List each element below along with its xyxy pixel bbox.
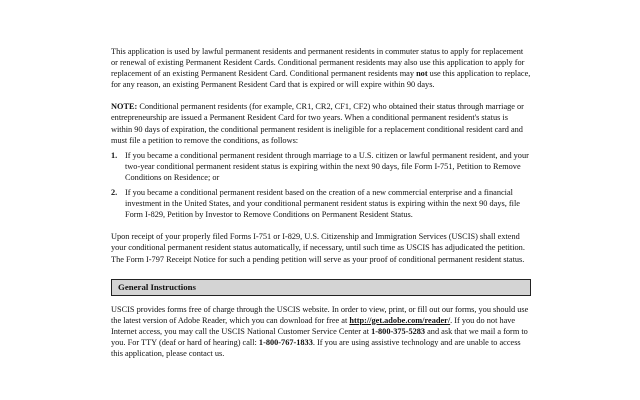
list-item bbox=[111, 187, 531, 220]
note-paragraph bbox=[111, 101, 531, 145]
list-item-text: If you became a conditional permanent resident based on the creation of a new commercial enterprise and a financial investment in the United States, and your conditional permanent resident status is expiring within the next 90 days, file Form I-829, Petition by Investor to Remove Conditions on Permanent Resident Status. bbox=[125, 188, 520, 220]
list-item-number: 2. bbox=[111, 188, 118, 198]
receipt-paragraph: Upon receipt of your properly filed Forms I-751 or I-829, U.S. Citizenship and Immigration Services (USCIS) shall extend your conditional permanent resident status automatically, if necessary, until such time as USCIS has adjudicated the petition. The Form I-797 Receipt Notice for such a pending petition will serve as your proof of conditional permanent resident status. bbox=[111, 232, 525, 264]
list-item-text: If you became a conditional permanent resident through marriage to a U.S. citizen or lawful permanent resident, and your two-year conditional permanent resident status is expiring within the next 90 days, file Form I-751, Petition to Remove Conditions on Residence; or bbox=[125, 150, 529, 182]
general-instructions-header: General Instructions bbox=[111, 279, 531, 296]
adobe-reader-link[interactable]: http://get.adobe.com/reader/ bbox=[349, 315, 451, 325]
conditions-list bbox=[111, 150, 531, 221]
tty-phone: 1-800-767-1833 bbox=[258, 337, 313, 347]
document-content bbox=[111, 46, 531, 359]
gi-text-part4: . If you are using assistive technology and are unable to access this application, please contact us. bbox=[111, 337, 521, 358]
gi-text-part2: . If you do not have Internet access, you may call the USCIS National Customer Service Center at bbox=[111, 315, 516, 336]
intro-not-emphasis: not bbox=[416, 69, 428, 79]
intro-paragraph bbox=[111, 46, 531, 90]
list-item bbox=[111, 150, 531, 183]
list-item-number: 1. bbox=[111, 150, 118, 160]
note-label: NOTE: bbox=[111, 102, 138, 112]
general-instructions-paragraph bbox=[111, 304, 531, 359]
customer-service-phone: 1-800-375-5283 bbox=[371, 326, 426, 336]
gi-text-part3: and ask that we mail a form to you. For TTY (deaf or hard of hearing) call: bbox=[111, 326, 528, 347]
gi-text-part1: USCIS provides forms free of charge through the USCIS website. In order to view, print, or fill out our forms, you should use the latest version of Adobe Reader, which you can download for free at bbox=[111, 304, 529, 325]
note-text: Conditional permanent residents (for example, CR1, CR2, CF1, CF2) who obtained their status through marriage or entrepreneurship are issued a Permanent Resident Card for two years. When a conditional permanent resident's status is within 90 days of expiration, the conditional permanent resident is ineligible for a replacement conditional resident card and must file a petition to remove the conditions, as follows: bbox=[111, 102, 524, 145]
intro-text-end: use this application to replace, for any reason, an existing Permanent Resident Card that is expired or will expire within 90 days. bbox=[111, 69, 531, 90]
intro-text-start: This application is used by lawful permanent residents and permanent residents in commuter status to apply for replacement or renewal of existing Permanent Resident Cards. Conditional permanent residents may also use this application to apply for replacement of an existing Permanent Resident Card. Conditional permanent residents may bbox=[111, 47, 525, 79]
